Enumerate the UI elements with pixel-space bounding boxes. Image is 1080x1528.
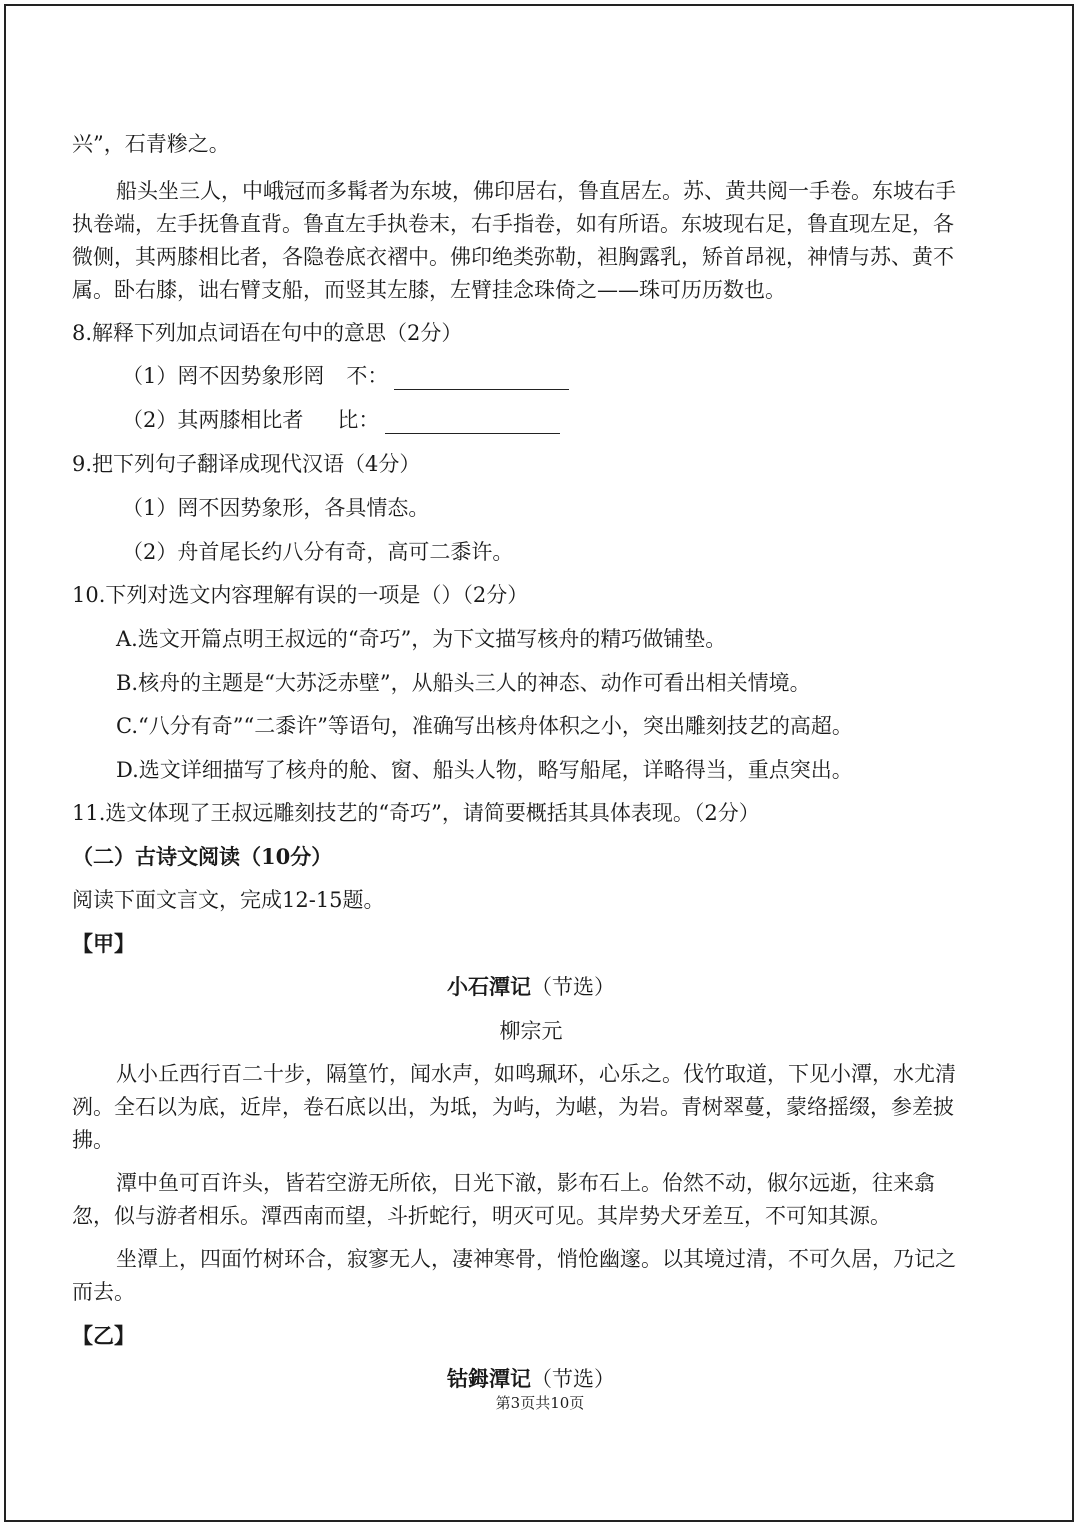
section-instruction: 阅读下面文言文，完成12-15题。 [72,888,385,912]
passage-marker-jia: 【甲】 [72,931,135,956]
question-10-option-a: A.选文开篇点明王叔远的“奇巧”，为下文描写核舟的精巧做铺垫。 [116,627,727,651]
question-10-option-b: B.核舟的主题是“大苏泛赤壁”，从船头三人的神态、动作可看出相关情境。 [116,671,811,695]
passage-line: 冽。全石以为底，近岸，卷石底以出，为坻，为屿，为嵁，为岩。青树翠蔓，蒙络摇缀，参差披 [72,1095,954,1119]
title-note: （节选） [531,1367,615,1391]
title-note: （节选） [531,975,615,999]
passage-line: 坐潭上，四面竹树环合，寂寥无人，凄神寒骨，悄怆幽邃。以其境过清，不可久居，乃记之 [116,1247,956,1271]
question-8-item-2 [122,404,560,434]
question-10-stem: 10.下列对选文内容理解有误的一项是（）（2分） [72,583,529,607]
answer-blank[interactable] [385,432,560,434]
passage-marker-yi: 【乙】 [72,1323,135,1348]
title-text: 小石潭记 [447,974,531,999]
passage-line: 潭中鱼可百许头，皆若空游无所依，日光下澈，影布石上。佁然不动，俶尔远逝，往来翕 [116,1171,935,1195]
title-text: 钴鉧潭记 [447,1366,531,1391]
passage-line: 船头坐三人，中峨冠而多髯者为东坡，佛印居右，鲁直居左。苏、黄共阅一手卷。东坡右手 [116,179,956,203]
question-11-stem: 11.选文体现了王叔远雕刻技艺的“奇巧”，请简要概括其具体表现。（2分） [72,801,760,825]
section-heading: （二）古诗文阅读（10分） [72,844,333,869]
passage-line: 微侧，其两膝相比者，各隐卷底衣褶中。佛印绝类弥勒，袒胸露乳，矫首昂视，神情与苏、黄不 [72,245,954,269]
passage-line: 而去。 [72,1280,135,1304]
passage-line: 拂。 [72,1128,114,1152]
question-10-option-d: D.选文详细描写了核舟的舱、窗、船头人物，略写船尾，详略得当，重点突出。 [116,758,853,782]
passage-line: 执卷端，左手抚鲁直背。鲁直左手执卷末，右手指卷，如有所语。东坡现右足，鲁直现左足，各 [72,212,954,236]
page-number: 第3页共10页 [495,1394,585,1412]
question-8-item-1 [122,360,569,390]
passage-line: 兴”，石青糁之。 [72,132,230,156]
passage-line: 从小丘西行百二十步，隔篁竹，闻水声，如鸣珮环，心乐之。伐竹取道，下见小潭，水尤清 [116,1062,956,1086]
passage-line: 忽，似与游者相乐。潭西南而望，斗折蛇行，明灭可见。其岸势犬牙差互，不可知其源。 [72,1204,891,1228]
question-10-option-c: C.“八分有奇”“二黍许”等语句，准确写出核舟体积之小，突出雕刻技艺的高超。 [116,714,853,738]
passage-line: 属。卧右膝，诎右臂支船，而竖其左膝，左臂挂念珠倚之——珠可历历数也。 [72,278,786,302]
passage-author: 柳宗元 [499,1019,563,1043]
question-8-stem: 8.解释下列加点词语在句中的意思（2分） [72,321,463,345]
item-text: （1）罔不因势象形罔 [122,364,325,388]
answer-blank[interactable] [394,388,569,390]
item-text: （2）其两膝相比者 [122,408,304,432]
passage-title [72,1363,990,1393]
passage-title [72,971,990,1001]
item-label: 不： [346,364,389,388]
question-9-stem: 9.把下列句子翻译成现代汉语（4分） [72,452,421,476]
question-9-item: （2）舟首尾长约八分有奇，高可二黍许。 [122,540,514,564]
item-label: 比： [337,408,380,432]
question-9-item: （1）罔不因势象形，各具情态。 [122,496,430,520]
